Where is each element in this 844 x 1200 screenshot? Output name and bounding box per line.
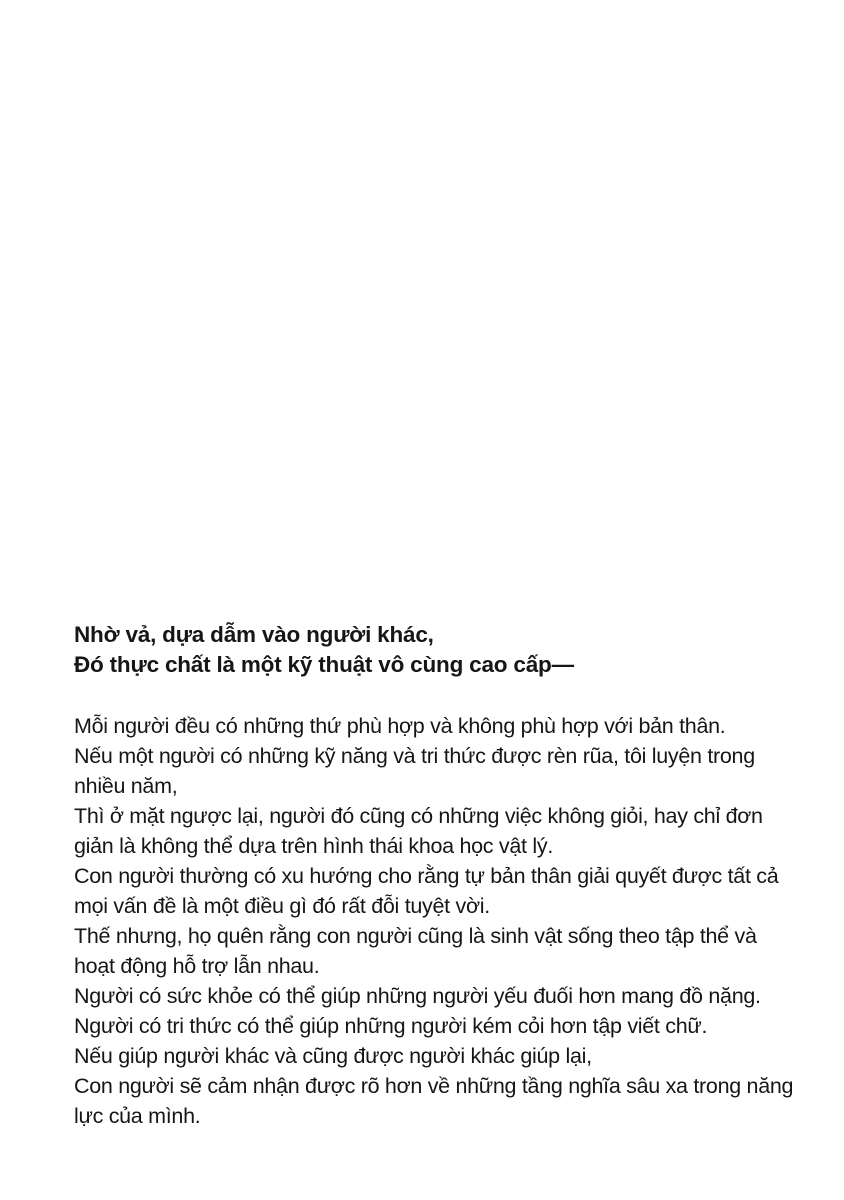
body-line: mọi vấn đề là một điều gì đó rất đỗi tuyệt vời. — [74, 894, 490, 918]
body-line: hoạt động hỗ trợ lẫn nhau. — [74, 954, 320, 978]
body-line: giản là không thể dựa trên hình thái khoa học vật lý. — [74, 834, 553, 858]
body-line: Nếu một người có những kỹ năng và tri thức được rèn rũa, tôi luyện trong — [74, 744, 755, 768]
blank-line — [74, 680, 784, 711]
text-block — [74, 620, 794, 1131]
body-line: Người có sức khỏe có thể giúp những người yếu đuối hơn mang đồ nặng. — [74, 984, 761, 1008]
body-line: Thế nhưng, họ quên rằng con người cũng là sinh vật sống theo tập thể và — [74, 924, 757, 948]
body-line: Nếu giúp người khác và cũng được người khác giúp lại, — [74, 1044, 592, 1068]
body-line: Con người sẽ cảm nhận được rõ hơn về những tầng nghĩa sâu xa trong năng — [74, 1074, 794, 1098]
body-line: Con người thường có xu hướng cho rằng tự bản thân giải quyết được tất cả — [74, 864, 779, 888]
heading-line: Đó thực chất là một kỹ thuật vô cùng cao cấp— — [74, 652, 574, 677]
body-line: lực của mình. — [74, 1104, 201, 1128]
body-line: Thì ở mặt ngược lại, người đó cũng có những việc không giỏi, hay chỉ đơn — [74, 804, 763, 828]
body-line: nhiều năm, — [74, 774, 178, 798]
heading-line: Nhờ vả, dựa dẫm vào người khác, — [74, 622, 434, 647]
body-line: Người có tri thức có thể giúp những người kém cỏi hơn tập viết chữ. — [74, 1014, 708, 1038]
body-line: Mỗi người đều có những thứ phù hợp và không phù hợp với bản thân. — [74, 714, 726, 738]
